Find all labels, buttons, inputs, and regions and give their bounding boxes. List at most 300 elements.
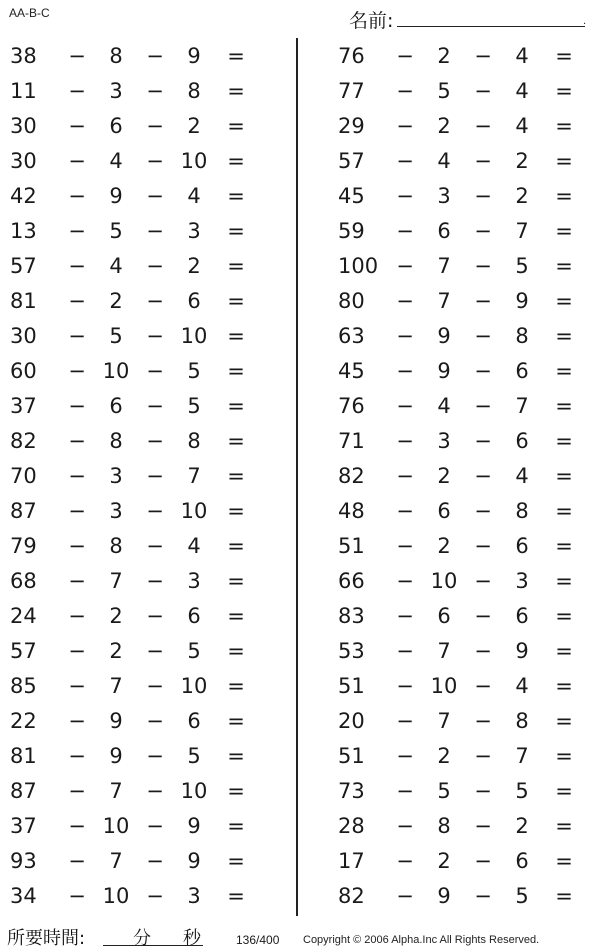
equals-sign: = xyxy=(555,429,573,453)
subtrahend-2: 8 xyxy=(187,79,201,103)
minus-sign: − xyxy=(68,429,86,453)
problem-row xyxy=(0,808,270,843)
problem-row xyxy=(328,878,598,913)
subtrahend-1: 3 xyxy=(437,184,451,208)
minus-sign: − xyxy=(396,324,414,348)
subtrahend-2: 6 xyxy=(515,429,529,453)
subtrahend-2: 3 xyxy=(187,219,201,243)
minutes-unit: 分 xyxy=(133,928,151,949)
minus-sign: − xyxy=(146,184,164,208)
subtrahend-2: 5 xyxy=(187,359,201,383)
subtrahend-1: 4 xyxy=(437,394,451,418)
minuend: 70 xyxy=(10,464,37,488)
minus-sign: − xyxy=(68,744,86,768)
subtrahend-2: 10 xyxy=(180,149,208,173)
equals-sign: = xyxy=(227,44,245,68)
minuend: 45 xyxy=(338,359,365,383)
minus-sign: − xyxy=(68,569,86,593)
subtrahend-2: 7 xyxy=(515,744,529,768)
minus-sign: − xyxy=(146,604,164,628)
subtrahend-1: 9 xyxy=(437,359,451,383)
minuend: 42 xyxy=(10,184,37,208)
minus-sign: − xyxy=(474,569,492,593)
minus-sign: − xyxy=(68,44,86,68)
minus-sign: − xyxy=(396,394,414,418)
minus-sign: − xyxy=(474,814,492,838)
minus-sign: − xyxy=(68,814,86,838)
minus-sign: − xyxy=(68,184,86,208)
minuend: 82 xyxy=(338,464,365,488)
problem-row xyxy=(0,388,270,423)
minus-sign: − xyxy=(396,569,414,593)
problem-row xyxy=(328,773,598,808)
minus-sign: − xyxy=(396,464,414,488)
subtrahend-2: 5 xyxy=(515,884,529,908)
subtrahend-1: 10 xyxy=(430,674,458,698)
subtrahend-1: 2 xyxy=(437,534,451,558)
subtrahend-2: 8 xyxy=(187,429,201,453)
minus-sign: − xyxy=(146,394,164,418)
minuend: 24 xyxy=(10,604,37,628)
equals-sign: = xyxy=(227,359,245,383)
problem-row xyxy=(0,528,270,563)
equals-sign: = xyxy=(227,744,245,768)
subtrahend-2: 9 xyxy=(187,849,201,873)
problem-row xyxy=(328,633,598,668)
equals-sign: = xyxy=(227,254,245,278)
right-problem-column xyxy=(328,38,598,913)
problem-row xyxy=(328,423,598,458)
minus-sign: − xyxy=(396,884,414,908)
minus-sign: − xyxy=(146,744,164,768)
minus-sign: − xyxy=(396,149,414,173)
minus-sign: − xyxy=(396,849,414,873)
problem-row xyxy=(0,178,270,213)
problem-row xyxy=(0,458,270,493)
subtrahend-1: 4 xyxy=(437,149,451,173)
subtrahend-2: 10 xyxy=(180,779,208,803)
problem-row xyxy=(0,423,270,458)
minuend: 81 xyxy=(10,744,37,768)
equals-sign: = xyxy=(555,324,573,348)
minus-sign: − xyxy=(474,289,492,313)
minus-sign: − xyxy=(68,289,86,313)
minus-sign: − xyxy=(474,849,492,873)
minus-sign: − xyxy=(68,849,86,873)
name-label: 名前: xyxy=(349,10,394,32)
name-end-mark: . xyxy=(583,16,587,27)
subtrahend-2: 10 xyxy=(180,674,208,698)
equals-sign: = xyxy=(227,79,245,103)
minuend: 82 xyxy=(338,884,365,908)
minuend: 30 xyxy=(10,324,37,348)
problem-row xyxy=(328,143,598,178)
problem-row xyxy=(0,353,270,388)
minuend: 76 xyxy=(338,44,365,68)
minus-sign: − xyxy=(474,884,492,908)
problem-row xyxy=(0,493,270,528)
problem-row xyxy=(328,73,598,108)
subtrahend-2: 9 xyxy=(187,814,201,838)
minuend: 51 xyxy=(338,534,365,558)
subtrahend-1: 3 xyxy=(109,499,123,523)
problem-row xyxy=(0,143,270,178)
subtrahend-2: 5 xyxy=(515,779,529,803)
equals-sign: = xyxy=(227,884,245,908)
subtrahend-1: 7 xyxy=(109,674,123,698)
minus-sign: − xyxy=(68,534,86,558)
minus-sign: − xyxy=(68,499,86,523)
problem-row xyxy=(0,738,270,773)
minus-sign: − xyxy=(68,464,86,488)
minus-sign: − xyxy=(68,604,86,628)
subtrahend-2: 4 xyxy=(515,464,529,488)
minuend: 30 xyxy=(10,114,37,138)
problem-row xyxy=(328,843,598,878)
subtrahend-1: 2 xyxy=(437,744,451,768)
minus-sign: − xyxy=(474,359,492,383)
seconds-unit: 秒 xyxy=(183,928,201,949)
minuend: 73 xyxy=(338,779,365,803)
minuend: 22 xyxy=(10,709,37,733)
equals-sign: = xyxy=(555,849,573,873)
problem-row xyxy=(328,563,598,598)
minus-sign: − xyxy=(68,79,86,103)
minus-sign: − xyxy=(396,359,414,383)
minus-sign: − xyxy=(68,639,86,663)
minus-sign: − xyxy=(474,394,492,418)
problem-row xyxy=(0,318,270,353)
minus-sign: − xyxy=(146,464,164,488)
equals-sign: = xyxy=(555,289,573,313)
subtrahend-2: 2 xyxy=(515,184,529,208)
minus-sign: − xyxy=(396,289,414,313)
problem-row xyxy=(0,108,270,143)
minus-sign: − xyxy=(396,499,414,523)
minus-sign: − xyxy=(68,254,86,278)
minus-sign: − xyxy=(146,814,164,838)
minus-sign: − xyxy=(396,604,414,628)
subtrahend-1: 7 xyxy=(109,779,123,803)
left-problem-column xyxy=(0,38,270,913)
problem-row xyxy=(0,598,270,633)
equals-sign: = xyxy=(555,464,573,488)
subtrahend-1: 5 xyxy=(437,779,451,803)
subtrahend-1: 8 xyxy=(109,429,123,453)
problem-row xyxy=(328,248,598,283)
subtrahend-2: 7 xyxy=(515,394,529,418)
equals-sign: = xyxy=(227,289,245,313)
minuend: 83 xyxy=(338,604,365,628)
minuend: 68 xyxy=(10,569,37,593)
equals-sign: = xyxy=(227,814,245,838)
minus-sign: − xyxy=(146,324,164,348)
minuend: 11 xyxy=(10,79,37,103)
equals-sign: = xyxy=(227,674,245,698)
subtrahend-2: 4 xyxy=(515,114,529,138)
minuend: 77 xyxy=(338,79,365,103)
subtrahend-1: 5 xyxy=(109,324,123,348)
subtrahend-2: 9 xyxy=(515,289,529,313)
problem-row xyxy=(328,493,598,528)
problem-row xyxy=(0,563,270,598)
minus-sign: − xyxy=(396,639,414,663)
minus-sign: − xyxy=(146,219,164,243)
subtrahend-1: 6 xyxy=(437,219,451,243)
minus-sign: − xyxy=(146,254,164,278)
subtrahend-1: 6 xyxy=(109,114,123,138)
minuend: 87 xyxy=(10,779,37,803)
subtrahend-2: 7 xyxy=(515,219,529,243)
minuend: 66 xyxy=(338,569,365,593)
name-line[interactable] xyxy=(397,26,585,27)
problem-row xyxy=(0,213,270,248)
problem-row xyxy=(0,283,270,318)
minus-sign: − xyxy=(396,429,414,453)
equals-sign: = xyxy=(555,534,573,558)
minus-sign: − xyxy=(474,674,492,698)
subtrahend-2: 5 xyxy=(187,744,201,768)
equals-sign: = xyxy=(555,884,573,908)
minus-sign: − xyxy=(396,674,414,698)
minus-sign: − xyxy=(396,814,414,838)
minuend: 82 xyxy=(10,429,37,453)
equals-sign: = xyxy=(555,709,573,733)
problem-row xyxy=(328,598,598,633)
subtrahend-1: 3 xyxy=(109,464,123,488)
subtrahend-2: 6 xyxy=(187,289,201,313)
subtrahend-2: 7 xyxy=(187,464,201,488)
minus-sign: − xyxy=(474,639,492,663)
page-number: 136/400 xyxy=(236,933,280,947)
equals-sign: = xyxy=(227,394,245,418)
minus-sign: − xyxy=(474,499,492,523)
subtrahend-1: 8 xyxy=(109,44,123,68)
equals-sign: = xyxy=(227,184,245,208)
equals-sign: = xyxy=(227,324,245,348)
minus-sign: − xyxy=(474,779,492,803)
subtrahend-2: 6 xyxy=(515,359,529,383)
minuend: 38 xyxy=(10,44,37,68)
equals-sign: = xyxy=(227,499,245,523)
subtrahend-1: 2 xyxy=(437,464,451,488)
minus-sign: − xyxy=(146,289,164,313)
subtrahend-1: 10 xyxy=(102,884,130,908)
minuend: 79 xyxy=(10,534,37,558)
problem-row xyxy=(328,703,598,738)
subtrahend-1: 3 xyxy=(437,429,451,453)
subtrahend-2: 6 xyxy=(187,709,201,733)
minuend: 45 xyxy=(338,184,365,208)
minuend: 71 xyxy=(338,429,365,453)
minus-sign: − xyxy=(474,324,492,348)
subtrahend-2: 4 xyxy=(187,184,201,208)
minus-sign: − xyxy=(474,429,492,453)
problem-row xyxy=(328,318,598,353)
equals-sign: = xyxy=(227,639,245,663)
minus-sign: − xyxy=(146,149,164,173)
equals-sign: = xyxy=(227,604,245,628)
subtrahend-1: 6 xyxy=(109,394,123,418)
problem-row xyxy=(328,808,598,843)
subtrahend-2: 10 xyxy=(180,499,208,523)
subtrahend-1: 8 xyxy=(437,814,451,838)
subtrahend-1: 3 xyxy=(109,79,123,103)
problem-row xyxy=(0,668,270,703)
subtrahend-1: 7 xyxy=(437,254,451,278)
minuend: 48 xyxy=(338,499,365,523)
minuend: 87 xyxy=(10,499,37,523)
minuend: 57 xyxy=(10,639,37,663)
problem-row xyxy=(328,668,598,703)
minus-sign: − xyxy=(68,149,86,173)
subtrahend-2: 8 xyxy=(515,324,529,348)
equals-sign: = xyxy=(227,709,245,733)
subtrahend-1: 7 xyxy=(437,639,451,663)
minus-sign: − xyxy=(68,324,86,348)
equals-sign: = xyxy=(555,114,573,138)
equals-sign: = xyxy=(555,604,573,628)
problem-row xyxy=(0,248,270,283)
minus-sign: − xyxy=(68,884,86,908)
minuend: 30 xyxy=(10,149,37,173)
subtrahend-2: 3 xyxy=(515,569,529,593)
minuend: 85 xyxy=(10,674,37,698)
subtrahend-1: 7 xyxy=(437,289,451,313)
subtrahend-1: 9 xyxy=(437,884,451,908)
equals-sign: = xyxy=(555,744,573,768)
minuend: 20 xyxy=(338,709,365,733)
subtrahend-1: 5 xyxy=(109,219,123,243)
subtrahend-1: 2 xyxy=(437,44,451,68)
subtrahend-2: 2 xyxy=(187,114,201,138)
subtrahend-2: 2 xyxy=(515,149,529,173)
equals-sign: = xyxy=(555,779,573,803)
subtrahend-1: 7 xyxy=(109,569,123,593)
problem-row xyxy=(0,38,270,73)
minus-sign: − xyxy=(474,604,492,628)
minuend: 57 xyxy=(10,254,37,278)
minus-sign: − xyxy=(396,44,414,68)
problem-row xyxy=(328,108,598,143)
problem-row xyxy=(328,178,598,213)
minuend: 53 xyxy=(338,639,365,663)
minuend: 100 xyxy=(338,254,379,278)
subtrahend-2: 2 xyxy=(515,814,529,838)
subtrahend-1: 5 xyxy=(437,79,451,103)
minus-sign: − xyxy=(146,639,164,663)
subtrahend-2: 8 xyxy=(515,709,529,733)
minus-sign: − xyxy=(396,184,414,208)
subtrahend-2: 5 xyxy=(187,639,201,663)
problem-row xyxy=(328,283,598,318)
equals-sign: = xyxy=(227,149,245,173)
equals-sign: = xyxy=(555,44,573,68)
equals-sign: = xyxy=(555,639,573,663)
problem-row xyxy=(328,528,598,563)
minus-sign: − xyxy=(146,779,164,803)
minus-sign: − xyxy=(396,114,414,138)
minus-sign: − xyxy=(68,709,86,733)
subtrahend-1: 4 xyxy=(109,149,123,173)
equals-sign: = xyxy=(555,149,573,173)
equals-sign: = xyxy=(555,79,573,103)
minuend: 51 xyxy=(338,744,365,768)
minuend: 37 xyxy=(10,394,37,418)
subtrahend-2: 2 xyxy=(187,254,201,278)
subtrahend-1: 7 xyxy=(437,709,451,733)
equals-sign: = xyxy=(227,849,245,873)
problem-row xyxy=(328,353,598,388)
subtrahend-2: 5 xyxy=(515,254,529,278)
minuend: 57 xyxy=(338,149,365,173)
minuend: 37 xyxy=(10,814,37,838)
equals-sign: = xyxy=(227,219,245,243)
subtrahend-2: 6 xyxy=(515,604,529,628)
problem-row xyxy=(328,388,598,423)
equals-sign: = xyxy=(227,464,245,488)
minus-sign: − xyxy=(146,114,164,138)
subtrahend-1: 2 xyxy=(437,114,451,138)
subtrahend-1: 10 xyxy=(102,359,130,383)
subtrahend-1: 9 xyxy=(109,709,123,733)
equals-sign: = xyxy=(555,569,573,593)
minus-sign: − xyxy=(68,219,86,243)
equals-sign: = xyxy=(555,359,573,383)
problem-row xyxy=(328,213,598,248)
minus-sign: − xyxy=(396,219,414,243)
minus-sign: − xyxy=(474,114,492,138)
equals-sign: = xyxy=(227,429,245,453)
problem-row xyxy=(0,633,270,668)
minuend: 29 xyxy=(338,114,365,138)
subtrahend-1: 2 xyxy=(109,289,123,313)
subtrahend-1: 9 xyxy=(109,184,123,208)
problem-row xyxy=(328,458,598,493)
subtrahend-1: 6 xyxy=(437,499,451,523)
time-label: 所要時間: xyxy=(7,928,86,949)
equals-sign: = xyxy=(227,114,245,138)
minus-sign: − xyxy=(396,709,414,733)
subtrahend-1: 10 xyxy=(102,814,130,838)
name-field[interactable] xyxy=(349,4,589,30)
minus-sign: − xyxy=(474,79,492,103)
subtrahend-2: 6 xyxy=(187,604,201,628)
minus-sign: − xyxy=(474,149,492,173)
equals-sign: = xyxy=(227,779,245,803)
minus-sign: − xyxy=(474,219,492,243)
minuend: 13 xyxy=(10,219,37,243)
equals-sign: = xyxy=(555,499,573,523)
minus-sign: − xyxy=(396,534,414,558)
equals-sign: = xyxy=(555,674,573,698)
minus-sign: − xyxy=(68,359,86,383)
subtrahend-1: 2 xyxy=(109,604,123,628)
subtrahend-1: 2 xyxy=(109,639,123,663)
minus-sign: − xyxy=(146,499,164,523)
subtrahend-2: 4 xyxy=(515,674,529,698)
equals-sign: = xyxy=(555,219,573,243)
minuend: 34 xyxy=(10,884,37,908)
equals-sign: = xyxy=(555,254,573,278)
minus-sign: − xyxy=(146,429,164,453)
problem-row xyxy=(328,738,598,773)
minus-sign: − xyxy=(68,779,86,803)
subtrahend-2: 3 xyxy=(187,569,201,593)
minuend: 59 xyxy=(338,219,365,243)
subtrahend-1: 9 xyxy=(109,744,123,768)
equals-sign: = xyxy=(555,184,573,208)
